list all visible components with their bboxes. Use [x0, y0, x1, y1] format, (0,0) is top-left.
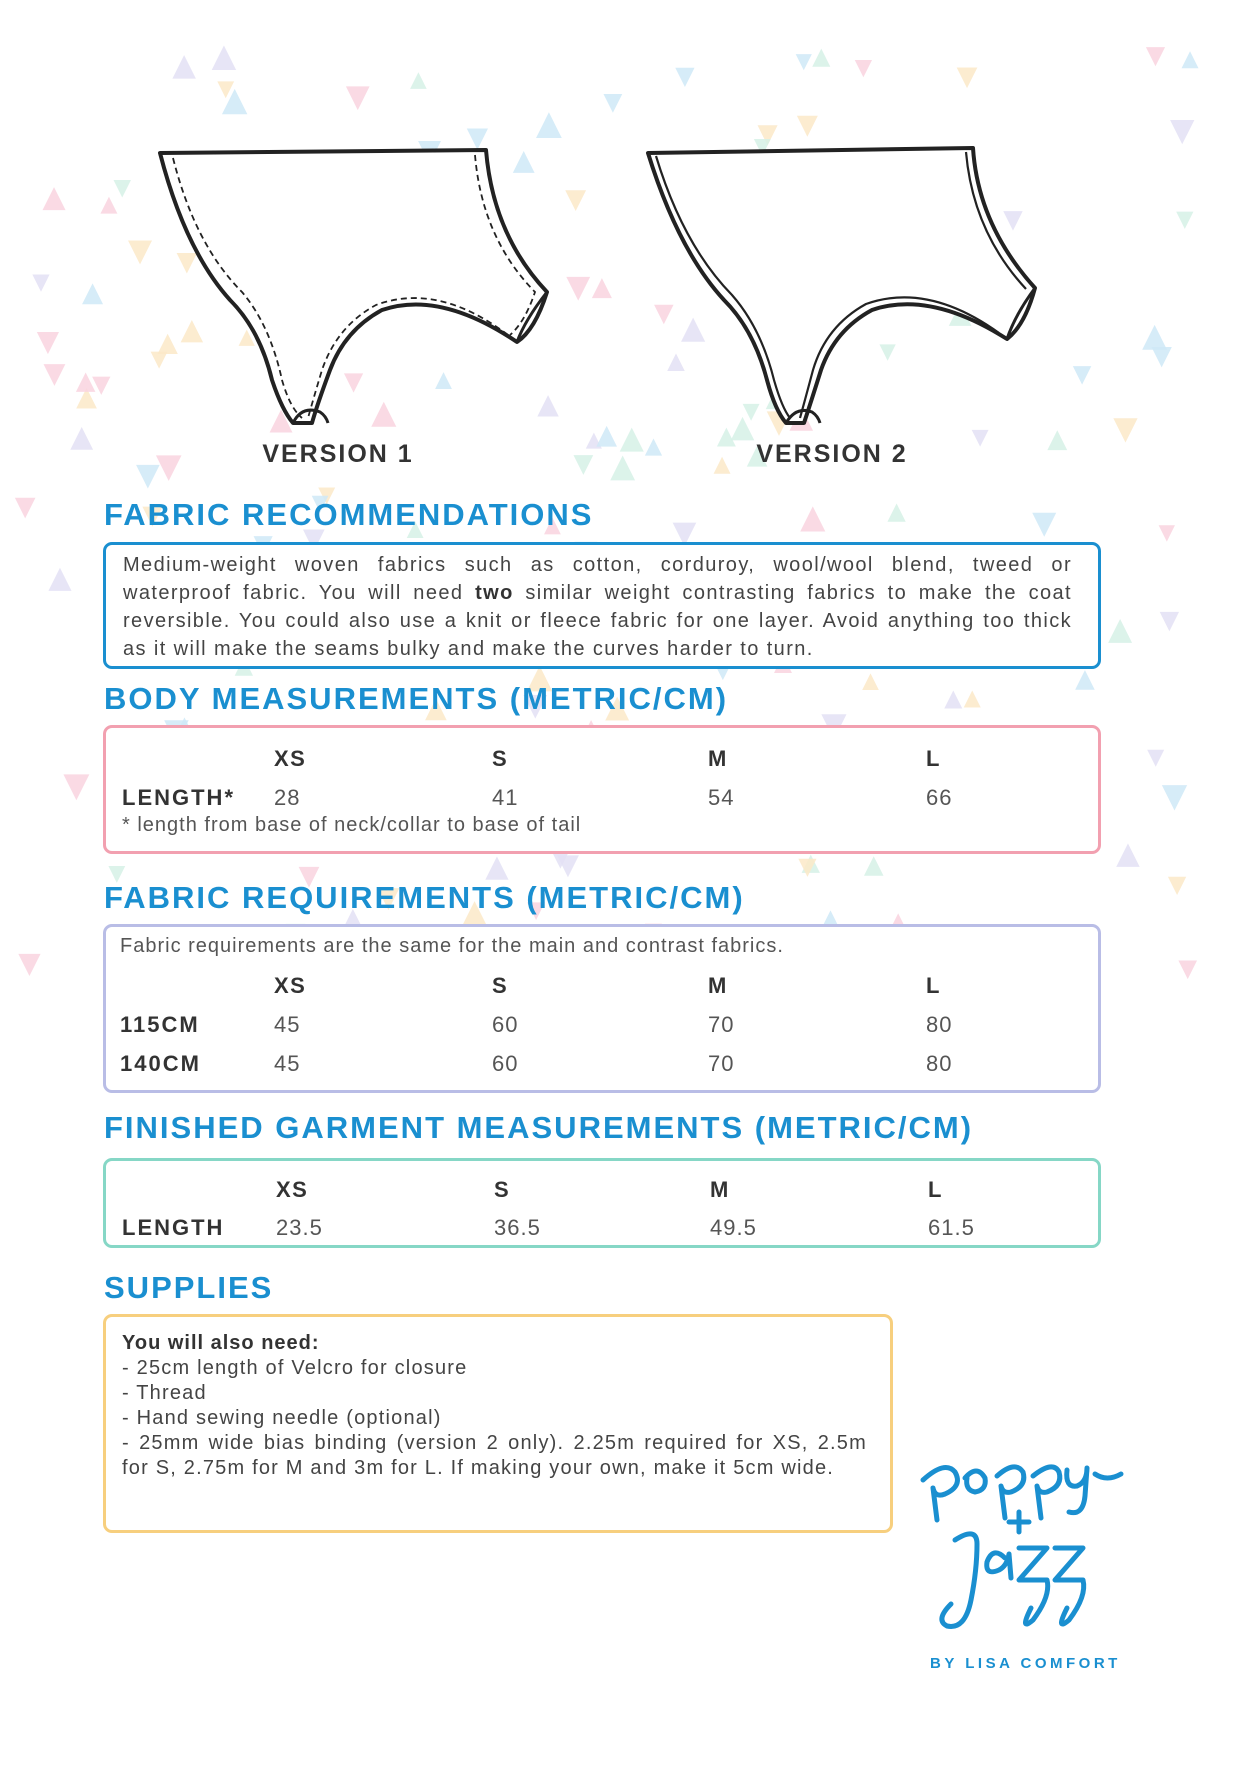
size-header-s: S [492, 746, 509, 771]
fabric-requirements-heading: FABRIC REQUIREMENTS (METRIC/CM) [104, 880, 745, 915]
width-115-value-m: 70 [708, 1012, 735, 1037]
size-header-s: S [492, 973, 509, 998]
length-row-label: LENGTH* [122, 785, 235, 810]
supplies-lead: You will also need: [122, 1332, 320, 1354]
supply-item-bias-binding: - 25mm wide bias binding (version 2 only). 2.25m required for XS, 2.5m for S, 2.75m for M and 3m for L. If making your own, make it 5cm wide. [122, 1432, 867, 1479]
confetti-triangle [1178, 960, 1197, 979]
confetti-triangle [800, 506, 825, 531]
confetti-triangle [18, 954, 40, 976]
width-115-value-xs: 45 [274, 1012, 301, 1037]
supplies-heading: SUPPLIES [104, 1270, 274, 1305]
supply-item-thread: - Thread [122, 1382, 207, 1404]
confetti-triangle [610, 456, 635, 481]
fabric-requirements-box [103, 924, 1101, 1093]
confetti-triangle [1168, 877, 1186, 895]
brand-byline: BY LISA COMFORT [930, 1655, 1121, 1672]
confetti-triangle [156, 455, 182, 481]
width-115-value-l: 80 [926, 1012, 953, 1037]
confetti-triangle [796, 54, 812, 70]
finished-garment-box [103, 1158, 1101, 1248]
confetti-triangle [1108, 619, 1132, 643]
length-footnote: * length from base of neck/collar to base of tail [122, 814, 582, 836]
width-140-label: 140CM [120, 1051, 201, 1076]
confetti-triangle [212, 46, 236, 70]
size-header-xs: XS [274, 746, 307, 771]
size-header-xs: XS [274, 973, 307, 998]
body-measurements-box [103, 725, 1101, 854]
confetti-triangle [603, 94, 622, 113]
confetti-triangle [136, 465, 160, 489]
confetti-triangle [485, 857, 508, 880]
confetti-triangle [1159, 525, 1175, 541]
fabric-recommendations-heading: FABRIC RECOMMENDATIONS [104, 497, 594, 532]
size-header-s: S [494, 1177, 511, 1202]
confetti-triangle [48, 568, 71, 591]
confetti-triangle [346, 86, 370, 110]
confetti-triangle [1142, 325, 1167, 350]
width-140-value-s: 60 [492, 1051, 519, 1076]
confetti-triangle [113, 180, 130, 197]
confetti-triangle [1075, 670, 1095, 690]
supply-item-velcro: - 25cm length of Velcro for closure [122, 1357, 468, 1379]
width-140-value-l: 80 [926, 1051, 953, 1076]
confetti-triangle [76, 372, 95, 391]
version-2-coat-illustration [640, 140, 1060, 440]
confetti-triangle [128, 240, 152, 264]
confetti-triangle [172, 55, 195, 78]
fabric-requirements-intro: Fabric requirements are the same for the main and contrast fabrics. [120, 935, 784, 957]
size-header-m: M [708, 746, 728, 771]
confetti-triangle [862, 673, 879, 690]
width-115-label: 115CM [120, 1012, 200, 1037]
length-value-l: 66 [926, 785, 953, 810]
confetti-triangle [43, 187, 66, 210]
length-value-s: 41 [492, 785, 519, 810]
supply-item-needle: - Hand sewing needle (optional) [122, 1407, 442, 1429]
supplies-list [122, 1331, 867, 1481]
version-1-coat-illustration [150, 140, 570, 440]
confetti-triangle [887, 504, 905, 522]
confetti-triangle [812, 49, 830, 67]
finished-length-value-m: 49.5 [710, 1215, 757, 1240]
width-140-value-xs: 45 [274, 1051, 301, 1076]
body-measurements-heading: BODY MEASUREMENTS (METRIC/CM) [104, 681, 729, 716]
fabric-recommendations-text: Medium-weight woven fabrics such as cotton, corduroy, wool/wool blend, tweed or waterproof fabric. You will need two similar weight contrasting fabrics to make the coat reversible. You could also use a knit or fleece fabric for one layer. Avoid anything too thick as it will make the seams bulky and make the curves harder to turn. [123, 554, 1073, 660]
confetti-triangle [964, 691, 981, 708]
size-header-m: M [710, 1177, 730, 1202]
confetti-triangle [410, 72, 427, 89]
confetti-triangle [855, 60, 872, 77]
confetti-triangle [1073, 366, 1091, 384]
size-header-xs: XS [276, 1177, 309, 1202]
confetti-triangle [1160, 612, 1179, 631]
confetti-triangle [37, 332, 59, 354]
size-header-m: M [708, 973, 728, 998]
confetti-triangle [1032, 513, 1056, 537]
finished-length-label: LENGTH [122, 1215, 225, 1240]
finished-length-value-xs: 23.5 [276, 1215, 323, 1240]
confetti-triangle [957, 67, 978, 88]
confetti-triangle [100, 197, 117, 214]
confetti-triangle [92, 377, 110, 395]
confetti-triangle [864, 856, 884, 876]
width-140-value-m: 70 [708, 1051, 735, 1076]
length-value-m: 54 [708, 785, 735, 810]
confetti-triangle [82, 283, 103, 304]
version-1-label: VERSION 1 [262, 440, 414, 468]
confetti-triangle [1176, 212, 1193, 229]
size-header-l: L [926, 973, 941, 998]
confetti-triangle [675, 68, 694, 87]
confetti-triangle [1147, 750, 1164, 767]
supplies-box [103, 1314, 893, 1533]
confetti-triangle [573, 455, 593, 475]
confetti-triangle [1182, 51, 1199, 68]
width-115-value-s: 60 [492, 1012, 519, 1037]
size-header-l: L [926, 746, 941, 771]
finished-garment-heading: FINISHED GARMENT MEASUREMENTS (METRIC/CM) [104, 1110, 974, 1145]
confetti-triangle [1170, 120, 1194, 144]
confetti-triangle [944, 691, 962, 709]
version-2-label: VERSION 2 [756, 440, 908, 468]
confetti-triangle [596, 426, 617, 447]
confetti-triangle [1151, 347, 1171, 367]
fabric-recommendations-box [103, 542, 1101, 669]
confetti-triangle [32, 275, 49, 292]
finished-length-value-s: 36.5 [494, 1215, 541, 1240]
size-header-l: L [928, 1177, 943, 1202]
confetti-triangle [645, 438, 662, 455]
finished-length-value-l: 61.5 [928, 1215, 975, 1240]
confetti-triangle [1116, 843, 1139, 866]
confetti-triangle [536, 112, 562, 138]
confetti-triangle [592, 278, 612, 298]
confetti-triangle [15, 498, 36, 519]
confetti-triangle [797, 116, 818, 137]
length-value-xs: 28 [274, 785, 301, 810]
poppy-jazz-logo [915, 1420, 1145, 1650]
confetti-triangle [1162, 785, 1187, 810]
confetti-triangle [44, 364, 66, 386]
confetti-triangle [1113, 418, 1137, 442]
confetti-triangle [70, 427, 93, 450]
confetti-triangle [63, 774, 89, 800]
confetti-triangle [1146, 47, 1165, 66]
